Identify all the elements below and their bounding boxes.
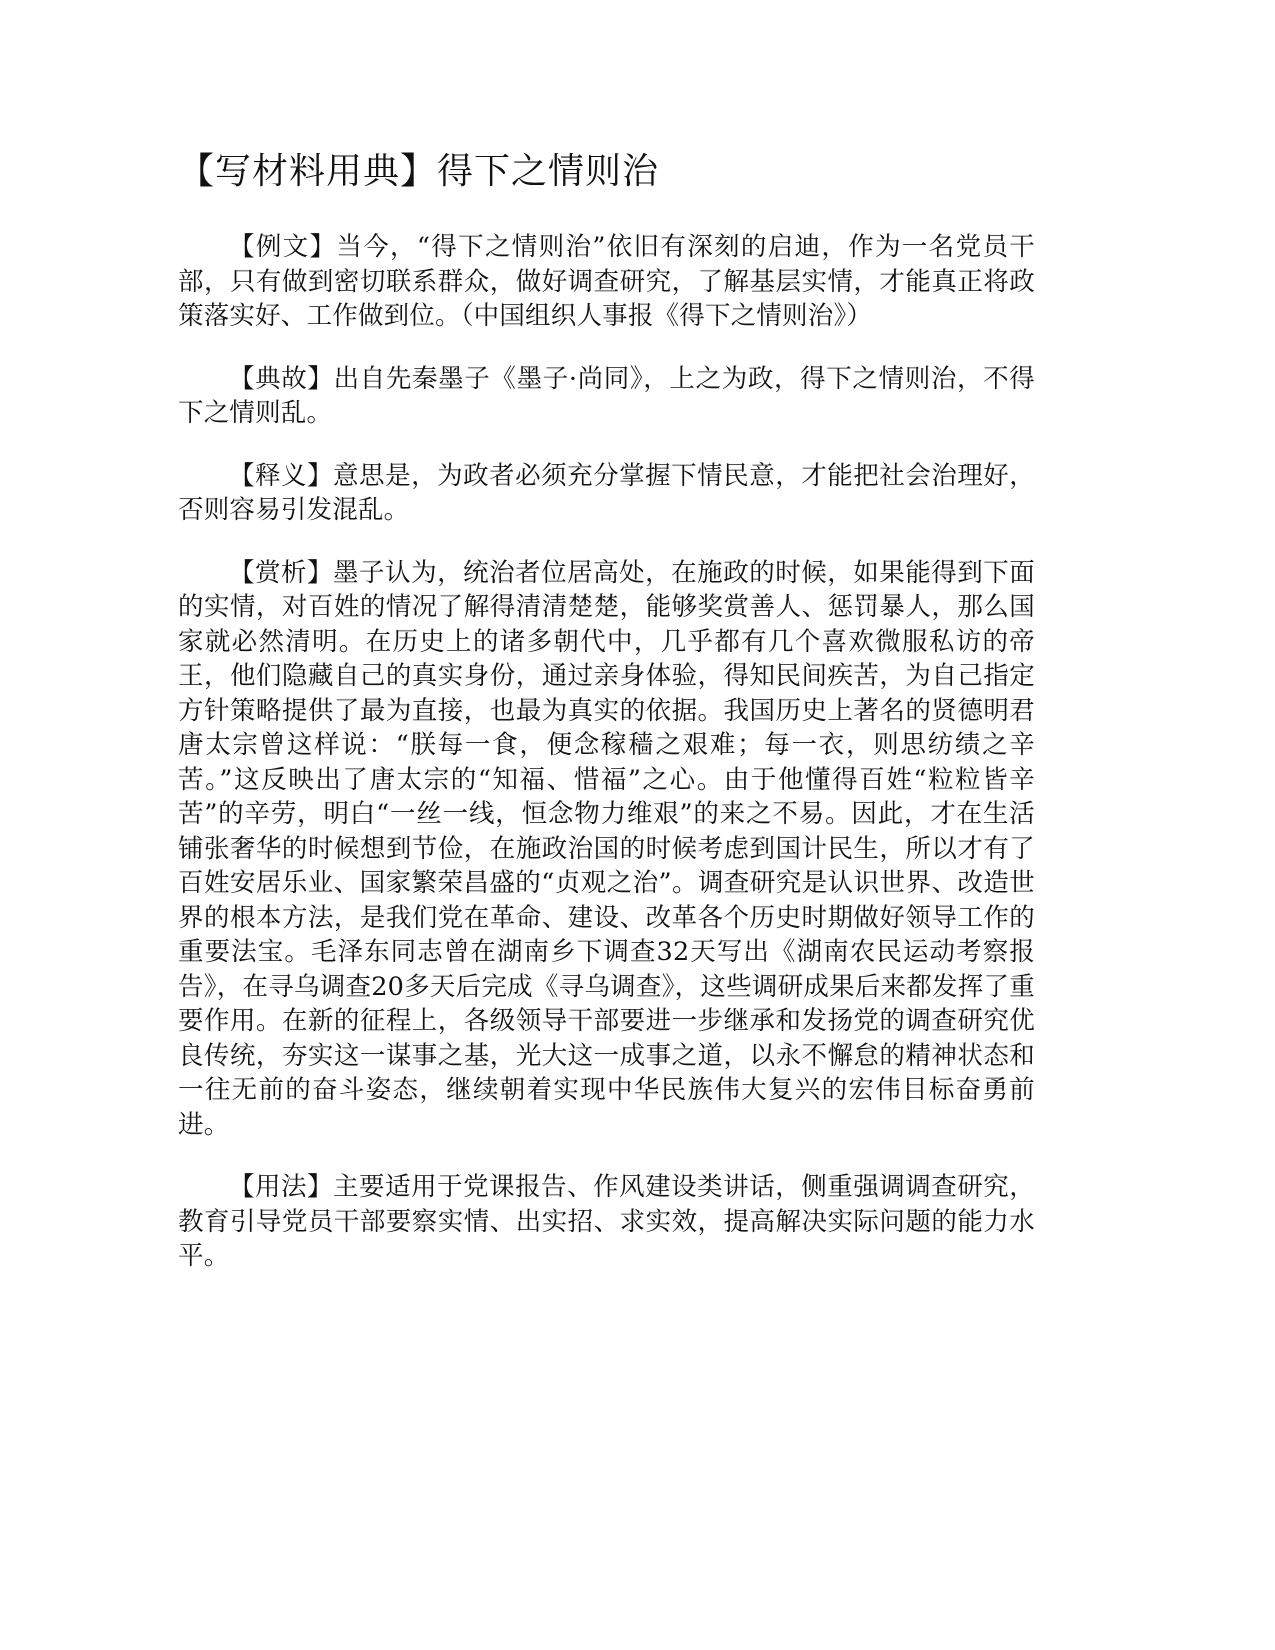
section-usage-text: 主要适用于党课报告、作风建设类讲话，侧重强调调查研究，教育引导党员干部要察实情、出实招、求实效，提高解决实际问题的能力水平。 bbox=[178, 1172, 1035, 1271]
section-meaning bbox=[178, 459, 1035, 528]
section-meaning-text: 意思是，为政者必须充分掌握下情民意，才能把社会治理好，否则容易引发混乱。 bbox=[178, 460, 1035, 525]
section-appreciation-tag: 【赏析】 bbox=[229, 557, 334, 588]
section-allusion-text: 出自先秦墨子《墨子·尚同》，上之为政，得下之情则治，不得下之情则乱。 bbox=[178, 363, 1035, 428]
document-title: 【写材料用典】得下之情则治 bbox=[178, 151, 660, 192]
section-example bbox=[178, 230, 1035, 334]
section-allusion-tag: 【典故】 bbox=[229, 363, 334, 394]
section-example-tag: 【例文】 bbox=[229, 232, 337, 262]
section-allusion bbox=[178, 362, 1035, 431]
section-appreciation bbox=[178, 556, 1035, 1143]
section-example-text: 当今，“得下之情则治”依旧有深刻的启迪，作为一名党员干部，只有做到密切联系群众，做好调查研究，了解基层实情，才能真正将政策落实好、工作做到位。（中国组织人事报《得下之情则治》） bbox=[178, 232, 1035, 331]
section-appreciation-text: 墨子认为，统治者位居高处，在施政的时候，如果能得到下面的实情，对百姓的情况了解得清清楚楚，能够奖赏善人、惩罚暴人，那么国家就必然清明。在历史上的诸多朝代中，几乎都有几个喜欢微服私访的帝王，他们隐藏自己的真实身份，通过亲身体验，得知民间疾苦，为自己指定方针策略提供了最为直接，也最为真实的依据。我国历史上著名的贤德明君唐太宗曾这样说：“朕每一食，便念稼穑之艰难；每一衣，则思纺绩之辛苦。”这反映出了唐太宗的“知福、惜福”之心。由于他懂得百姓“粒粒皆辛苦”的辛劳，明白“一丝一线，恒念物力维艰”的来之不易。因此，才在生活铺张奢华的时候想到节俭，在施政治国的时候考虑到国计民生，所以才有了百姓安居乐业、国家繁荣昌盛的“贞观之治”。调查研究是认识世界、改造世界的根本方法，是我们党在革命、建设、改革各个历史时期做好领导工作的重要法宝。毛泽东同志曾在湖南乡下调查32天写出《湖南农民运动考察报告》，在寻乌调查20多天后完成《寻乌调查》，这些调研成果后来都发挥了重要作用。在新的征程上，各级领导干部要进一步继承和发扬党的调查研究优良传统，夯实这一谋事之基，光大这一成事之道，以永不懈怠的精神状态和一往无前的奋斗姿态，继续朝着实现中华民族伟大复兴的宏伟目标奋勇前进。 bbox=[178, 557, 1035, 1140]
section-meaning-tag: 【释义】 bbox=[229, 460, 334, 491]
section-usage-tag: 【用法】 bbox=[229, 1172, 334, 1202]
section-usage bbox=[178, 1170, 1035, 1274]
